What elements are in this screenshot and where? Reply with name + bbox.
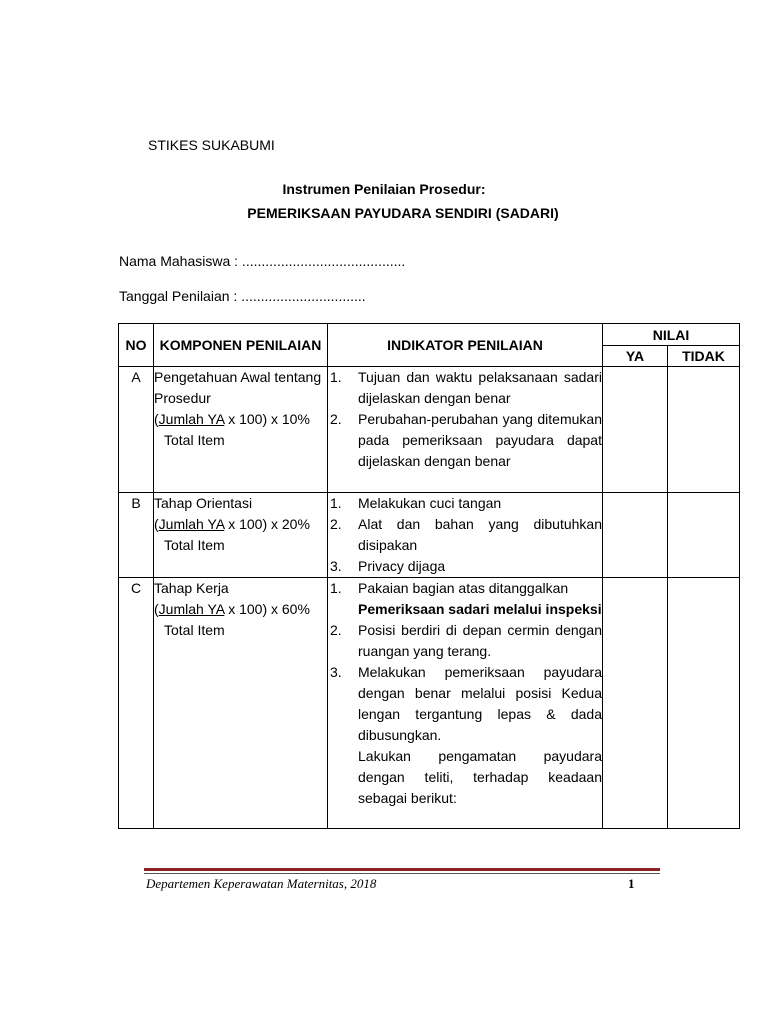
score-tidak-cell[interactable]: [668, 367, 740, 493]
score-tidak-cell[interactable]: [668, 493, 740, 578]
total-item-label: Total Item: [164, 537, 225, 553]
score-ya-cell[interactable]: [603, 493, 668, 578]
observation-note: Lakukan pengamatan payudara dengan teliti, terhadap keadaan sebagai berikut:: [358, 748, 602, 806]
row-letter: B: [119, 493, 154, 578]
document-subtitle: PEMERIKSAAN PAYUDARA SENDIRI (SADARI): [247, 205, 559, 221]
score-ya-cell[interactable]: [603, 367, 668, 493]
table-row: [119, 578, 740, 829]
component-name: Tahap Orientasi: [154, 495, 253, 511]
row-letter: C: [119, 578, 154, 829]
footer-rule: [144, 868, 660, 871]
row-letter: A: [119, 367, 154, 493]
component-name: Pengetahuan Awal tentang Prosedur: [154, 369, 322, 406]
page-number: 1: [628, 876, 635, 891]
inspection-subheading: Pemeriksaan sadari melalui inspeksi: [358, 601, 602, 617]
table-row: [119, 367, 740, 493]
score-ya-cell[interactable]: [603, 578, 668, 829]
indicator-cell: [328, 367, 603, 493]
indicator-item: 3. Melakukan pemeriksaan payudara dengan benar melalui posisi Kedua lengan tergantung lepas & dada dibusungkan.: [330, 664, 602, 743]
indicator-item: 2. Perubahan-perubahan yang ditemukan pada pemeriksaan payudara dapat dijelaskan dengan benar: [330, 411, 602, 469]
score-formula: (Jumlah YA x 100) x 20%: [154, 516, 310, 532]
header-indikator: INDIKATOR PENILAIAN: [328, 324, 603, 367]
indicator-item: 2. Posisi berdiri di depan cermin dengan ruangan yang terang.: [330, 622, 602, 659]
score-formula: (Jumlah YA x 100) x 10%: [154, 411, 310, 427]
assessment-table: [118, 323, 740, 829]
component-name: Tahap Kerja: [154, 580, 229, 596]
indicator-item: 3. Privacy dijaga: [330, 558, 446, 574]
table-row: [119, 493, 740, 578]
indicator-item: 1. Pakaian bagian atas ditanggalkan: [330, 580, 569, 596]
component-cell: [154, 367, 328, 493]
component-cell: [154, 493, 328, 578]
assessment-date-field: Tanggal Penilaian : ................................: [119, 288, 366, 304]
indicator-cell: [328, 578, 603, 829]
total-item-label: Total Item: [164, 432, 225, 448]
indicator-item: 2. Alat dan bahan yang dibutuhkan disipakan: [330, 516, 602, 553]
footer-department: Departemen Keperawatan Maternitas, 2018: [146, 876, 377, 891]
footer-rule-thin: [144, 873, 660, 874]
component-cell: [154, 578, 328, 829]
header-nilai: NILAI: [603, 324, 740, 346]
header-ya: YA: [603, 346, 668, 367]
total-item-label: Total Item: [164, 622, 225, 638]
header-tidak: TIDAK: [668, 346, 740, 367]
document-title: Instrumen Penilaian Prosedur:: [282, 181, 486, 197]
score-formula: (Jumlah YA x 100) x 60%: [154, 601, 310, 617]
indicator-item: 1. Tujuan dan waktu pelaksanaan sadari dijelaskan dengan benar: [330, 369, 602, 406]
indicator-cell: [328, 493, 603, 578]
indicator-item: 1. Melakukan cuci tangan: [330, 495, 502, 511]
header-no: NO: [119, 324, 154, 367]
student-name-field: Nama Mahasiswa : ..........................................: [119, 253, 406, 269]
header-komponen: KOMPONEN PENILAIAN: [154, 324, 328, 367]
score-tidak-cell[interactable]: [668, 578, 740, 829]
institution-name: STIKES SUKABUMI: [148, 137, 275, 153]
